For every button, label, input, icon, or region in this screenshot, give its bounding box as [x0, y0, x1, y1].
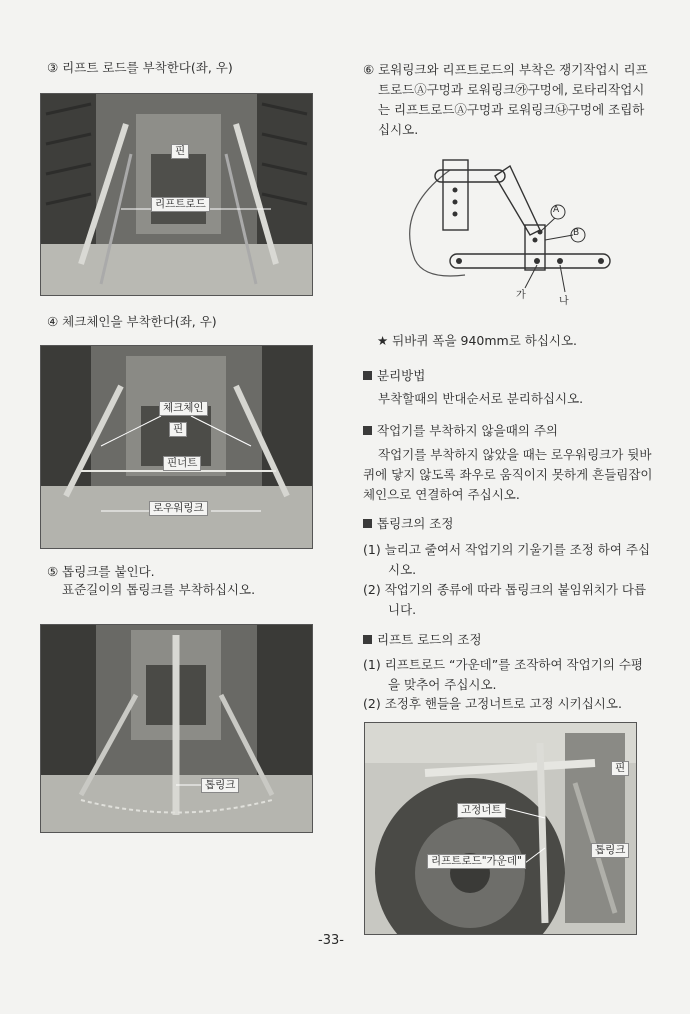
- liftrod-title: 리프트 로드의 조정: [377, 632, 482, 647]
- photo-top-link-art: [41, 625, 312, 832]
- diagram-label-na: 나: [559, 296, 569, 307]
- toplink-item1-text: 늘리고 줄여서 작업기의 기울기를 조정 하여 주십: [384, 542, 651, 557]
- toplink-title: 톱링크의 조정: [377, 516, 454, 531]
- removal-heading: [363, 366, 425, 385]
- toplink-item1: [363, 540, 650, 559]
- photo-check-chain: [40, 345, 313, 549]
- photo-lift-rod: [40, 93, 313, 296]
- photo2-label-pin-nut: 핀너트: [163, 456, 201, 471]
- toplink-heading: [363, 514, 453, 533]
- linkage-diagram-art: [355, 140, 640, 310]
- section-bullet-icon: [363, 519, 372, 528]
- liftrod-item1-num: (1): [363, 657, 381, 672]
- liftrod-heading: [363, 630, 482, 649]
- photo2-label-lower-link: 로우워링크: [149, 501, 208, 516]
- step5-heading: ⑤ 톱링크를 붙인다.: [47, 564, 155, 579]
- removal-title: 분리방법: [377, 368, 426, 383]
- section-bullet-icon: [363, 426, 372, 435]
- photo4-label-lock-nut: 고정너트: [457, 803, 506, 818]
- step6-line4: 십시오.: [378, 122, 419, 137]
- photo4-label-lift-rod-center: 리프트로드"가운데": [427, 854, 526, 869]
- liftrod-item2: [363, 694, 622, 713]
- photo-check-chain-art: [41, 346, 312, 548]
- diagram-label-ga: 가: [516, 290, 526, 301]
- liftrod-item1: [363, 655, 643, 674]
- caution-heading: [363, 421, 558, 440]
- photo-top-link: [40, 624, 313, 833]
- photo2-label-check-chain: 체크체인: [159, 401, 208, 416]
- liftrod-item1-cont: 을 맞추어 주십시오.: [388, 677, 497, 692]
- toplink-item2-text: 작업기의 종류에 따라 톱링크의 붙임위치가 다릅: [384, 582, 647, 597]
- wheel-width-note: ★ 뒤바퀴 폭을 940mm로 하십시오.: [377, 333, 578, 348]
- caution-title: 작업기를 부착하지 않을때의 주의: [377, 423, 558, 438]
- photo-lift-rod-adjust: [364, 722, 637, 935]
- caution-line1: 작업기를 부착하지 않았을 때는 로우워링크가 뒷바: [378, 447, 652, 462]
- linkage-diagram: [355, 140, 640, 310]
- toplink-item1-cont: 시오.: [388, 562, 417, 577]
- page-number: -33-: [318, 933, 344, 948]
- photo2-label-pin: 핀: [169, 422, 187, 437]
- photo-lift-rod-art: [41, 94, 312, 295]
- photo4-label-top-link: 톱링크: [591, 843, 629, 858]
- removal-body: 부착할때의 반대순서로 분리하십시오.: [378, 391, 584, 406]
- toplink-item2-num: (2): [363, 582, 381, 597]
- liftrod-item1-text: 리프트로드 “가운데”를 조작하여 작업기의 수평: [384, 657, 643, 672]
- section-bullet-icon: [363, 371, 372, 380]
- photo1-label-lift-rod: 리프트로드: [151, 197, 210, 212]
- caution-line2: 퀴에 닿지 않도록 좌우로 움직이지 못하게 흔들림잡이: [363, 467, 653, 482]
- toplink-item1-num: (1): [363, 542, 381, 557]
- toplink-item2-cont: 니다.: [388, 602, 417, 617]
- photo4-label-pin: 핀: [611, 761, 629, 776]
- caution-line3: 체인으로 연결하여 주십시오.: [363, 487, 520, 502]
- step3-heading: ③ 리프트 로드를 부착한다(좌, 우): [47, 60, 233, 75]
- step6-line3: 는 리프트로드Ⓐ구멍과 로워링크㉯구멍에 조립하: [378, 102, 645, 117]
- photo3-label-top-link: 톱링크: [201, 778, 239, 793]
- toplink-item2: [363, 580, 646, 599]
- step6-line1: ⑥ 로워링크와 리프트로드의 부착은 쟁기작업시 리프: [363, 62, 648, 77]
- liftrod-item2-text: 조정후 핸들을 고정너트로 고정 시키십시오.: [384, 696, 622, 711]
- photo1-label-pin: 핀: [171, 144, 189, 159]
- section-bullet-icon: [363, 635, 372, 644]
- photo-lift-rod-adjust-art: [365, 723, 636, 934]
- diagram-label-b: B: [573, 228, 580, 238]
- step6-line2: 트로드Ⓐ구멍과 로워링크㉮구멍에, 로타리작업시: [378, 82, 645, 97]
- step5-detail: 표준길이의 톱링크를 부착하십시오.: [62, 582, 256, 597]
- diagram-label-a: A: [553, 205, 560, 215]
- liftrod-item2-num: (2): [363, 696, 381, 711]
- step4-heading: ④ 체크체인을 부착한다(좌, 우): [47, 314, 217, 329]
